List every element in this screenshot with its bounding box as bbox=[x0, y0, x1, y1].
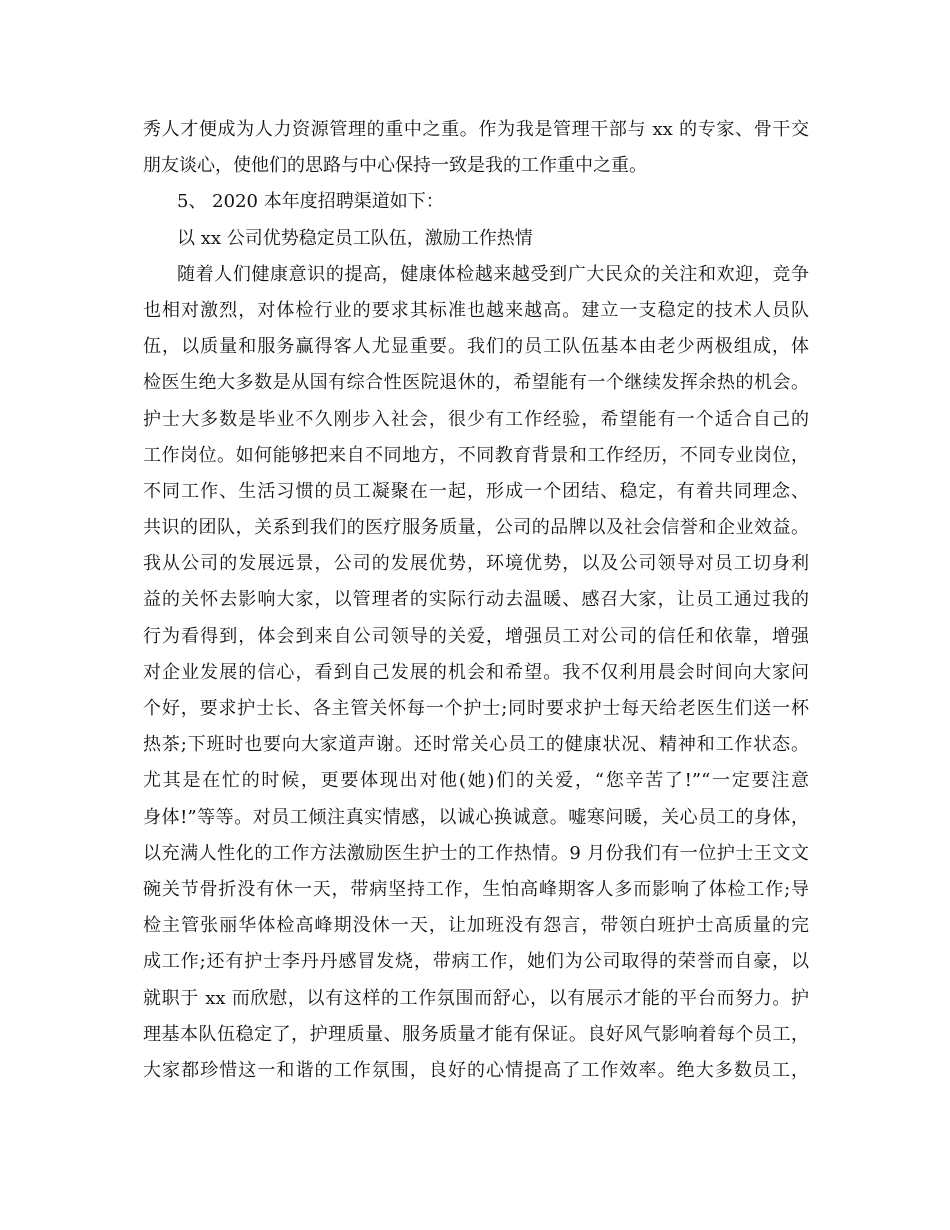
text-line: 共识的团队，关系到我们的医疗服务质量，公司的品牌以及社会信誉和企业效益。 bbox=[143, 517, 809, 539]
text-line: 个好，要求护士长、各主管关怀每一个护士;同时要求护士每天给老医生们送一杯 bbox=[143, 698, 809, 719]
text-line: 秀人才便成为人力资源管理的重中之重。作为我是管理干部与 xx 的专家、骨干交 bbox=[143, 119, 809, 140]
text-line: 我从公司的发展远景，公司的发展优势，环境优势，以及公司领导对员工切身利 bbox=[143, 553, 809, 575]
text-line: 工作岗位。如何能够把来自不同地方，不同教育背景和工作经历，不同专业岗位， bbox=[143, 444, 809, 466]
text-line: 以充满人性化的工作方法激励医生护士的工作热情。9 月份我们有一位护士王文文 bbox=[143, 842, 809, 864]
text-line: 护士大多数是毕业不久刚步入社会，很少有工作经验，希望能有一个适合自己的 bbox=[143, 408, 809, 430]
text-line: 成工作;还有护士李丹丹感冒发烧，带病工作，她们为公司取得的荣誉而自豪，以 bbox=[143, 951, 809, 973]
text-line: 益的关怀去影响大家，以管理者的实际行动去温暖、感召大家，让员工通过我的 bbox=[143, 589, 809, 611]
text-line: 对企业发展的信心，看到自己发展的机会和希望。我不仅利用晨会时间向大家问 bbox=[143, 661, 809, 683]
text-line: 伍，以质量和服务赢得客人尤显重要。我们的员工队伍基本由老少两极组成，体 bbox=[143, 336, 809, 358]
text-line: 尤其是在忙的时候，更要体现出对他(她)们的关爱，“您辛苦了!”“一定要注意 bbox=[143, 770, 809, 792]
list-item-heading: 5、 2020 本年度招聘渠道如下： bbox=[177, 191, 444, 213]
text-line: 热茶;下班时也要向大家道声谢。还时常关心员工的健康状况、精神和工作状态。 bbox=[143, 734, 809, 756]
text-line: 身体!”等等。对员工倾注真实情感，以诚心换诚意。嘘寒问暖，关心员工的身体， bbox=[143, 806, 809, 828]
text-line: 理基本队伍稳定了，护理质量、服务质量才能有保证。良好风气影响着每个员工， bbox=[143, 1023, 809, 1045]
text-line: 朋友谈心，使他们的思路与中心保持一致是我的工作重中之重。 bbox=[143, 155, 647, 177]
text-line: 不同工作、生活习惯的员工凝聚在一起，形成一个团结、稳定，有着共同理念、 bbox=[143, 480, 809, 502]
section-heading: 以 xx 公司优势稳定员工队伍，激励工作热情 bbox=[177, 227, 533, 249]
text-line: 碗关节骨折没有休一天，带病坚持工作，生怕高峰期客人多而影响了体检工作;导 bbox=[143, 878, 809, 900]
text-line: 检主管张丽华体检高峰期没休一天，让加班没有怨言，带领白班护士高质量的完 bbox=[143, 915, 809, 937]
paragraph-first-line: 随着人们健康意识的提高，健康体检越来越受到广大民众的关注和欢迎，竞争 bbox=[177, 263, 809, 285]
text-line: 也相对激烈，对体检行业的要求其标准也越来越高。建立一支稳定的技术人员队 bbox=[143, 299, 809, 321]
body-text bbox=[143, 112, 809, 1089]
text-line: 行为看得到，体会到来自公司领导的关爱，增强员工对公司的信任和依靠，增强 bbox=[143, 625, 809, 647]
text-line: 大家都珍惜这一和谐的工作氛围，良好的心情提高了工作效率。绝大多数员工， bbox=[143, 1059, 809, 1081]
text-line: 就职于 xx 而欣慰，以有这样的工作氛围而舒心，以有展示才能的平台而努力。护 bbox=[143, 987, 809, 1009]
text-line: 检医生绝大多数是从国有综合性医院退休的，希望能有一个继续发挥余热的机会。 bbox=[143, 372, 809, 394]
